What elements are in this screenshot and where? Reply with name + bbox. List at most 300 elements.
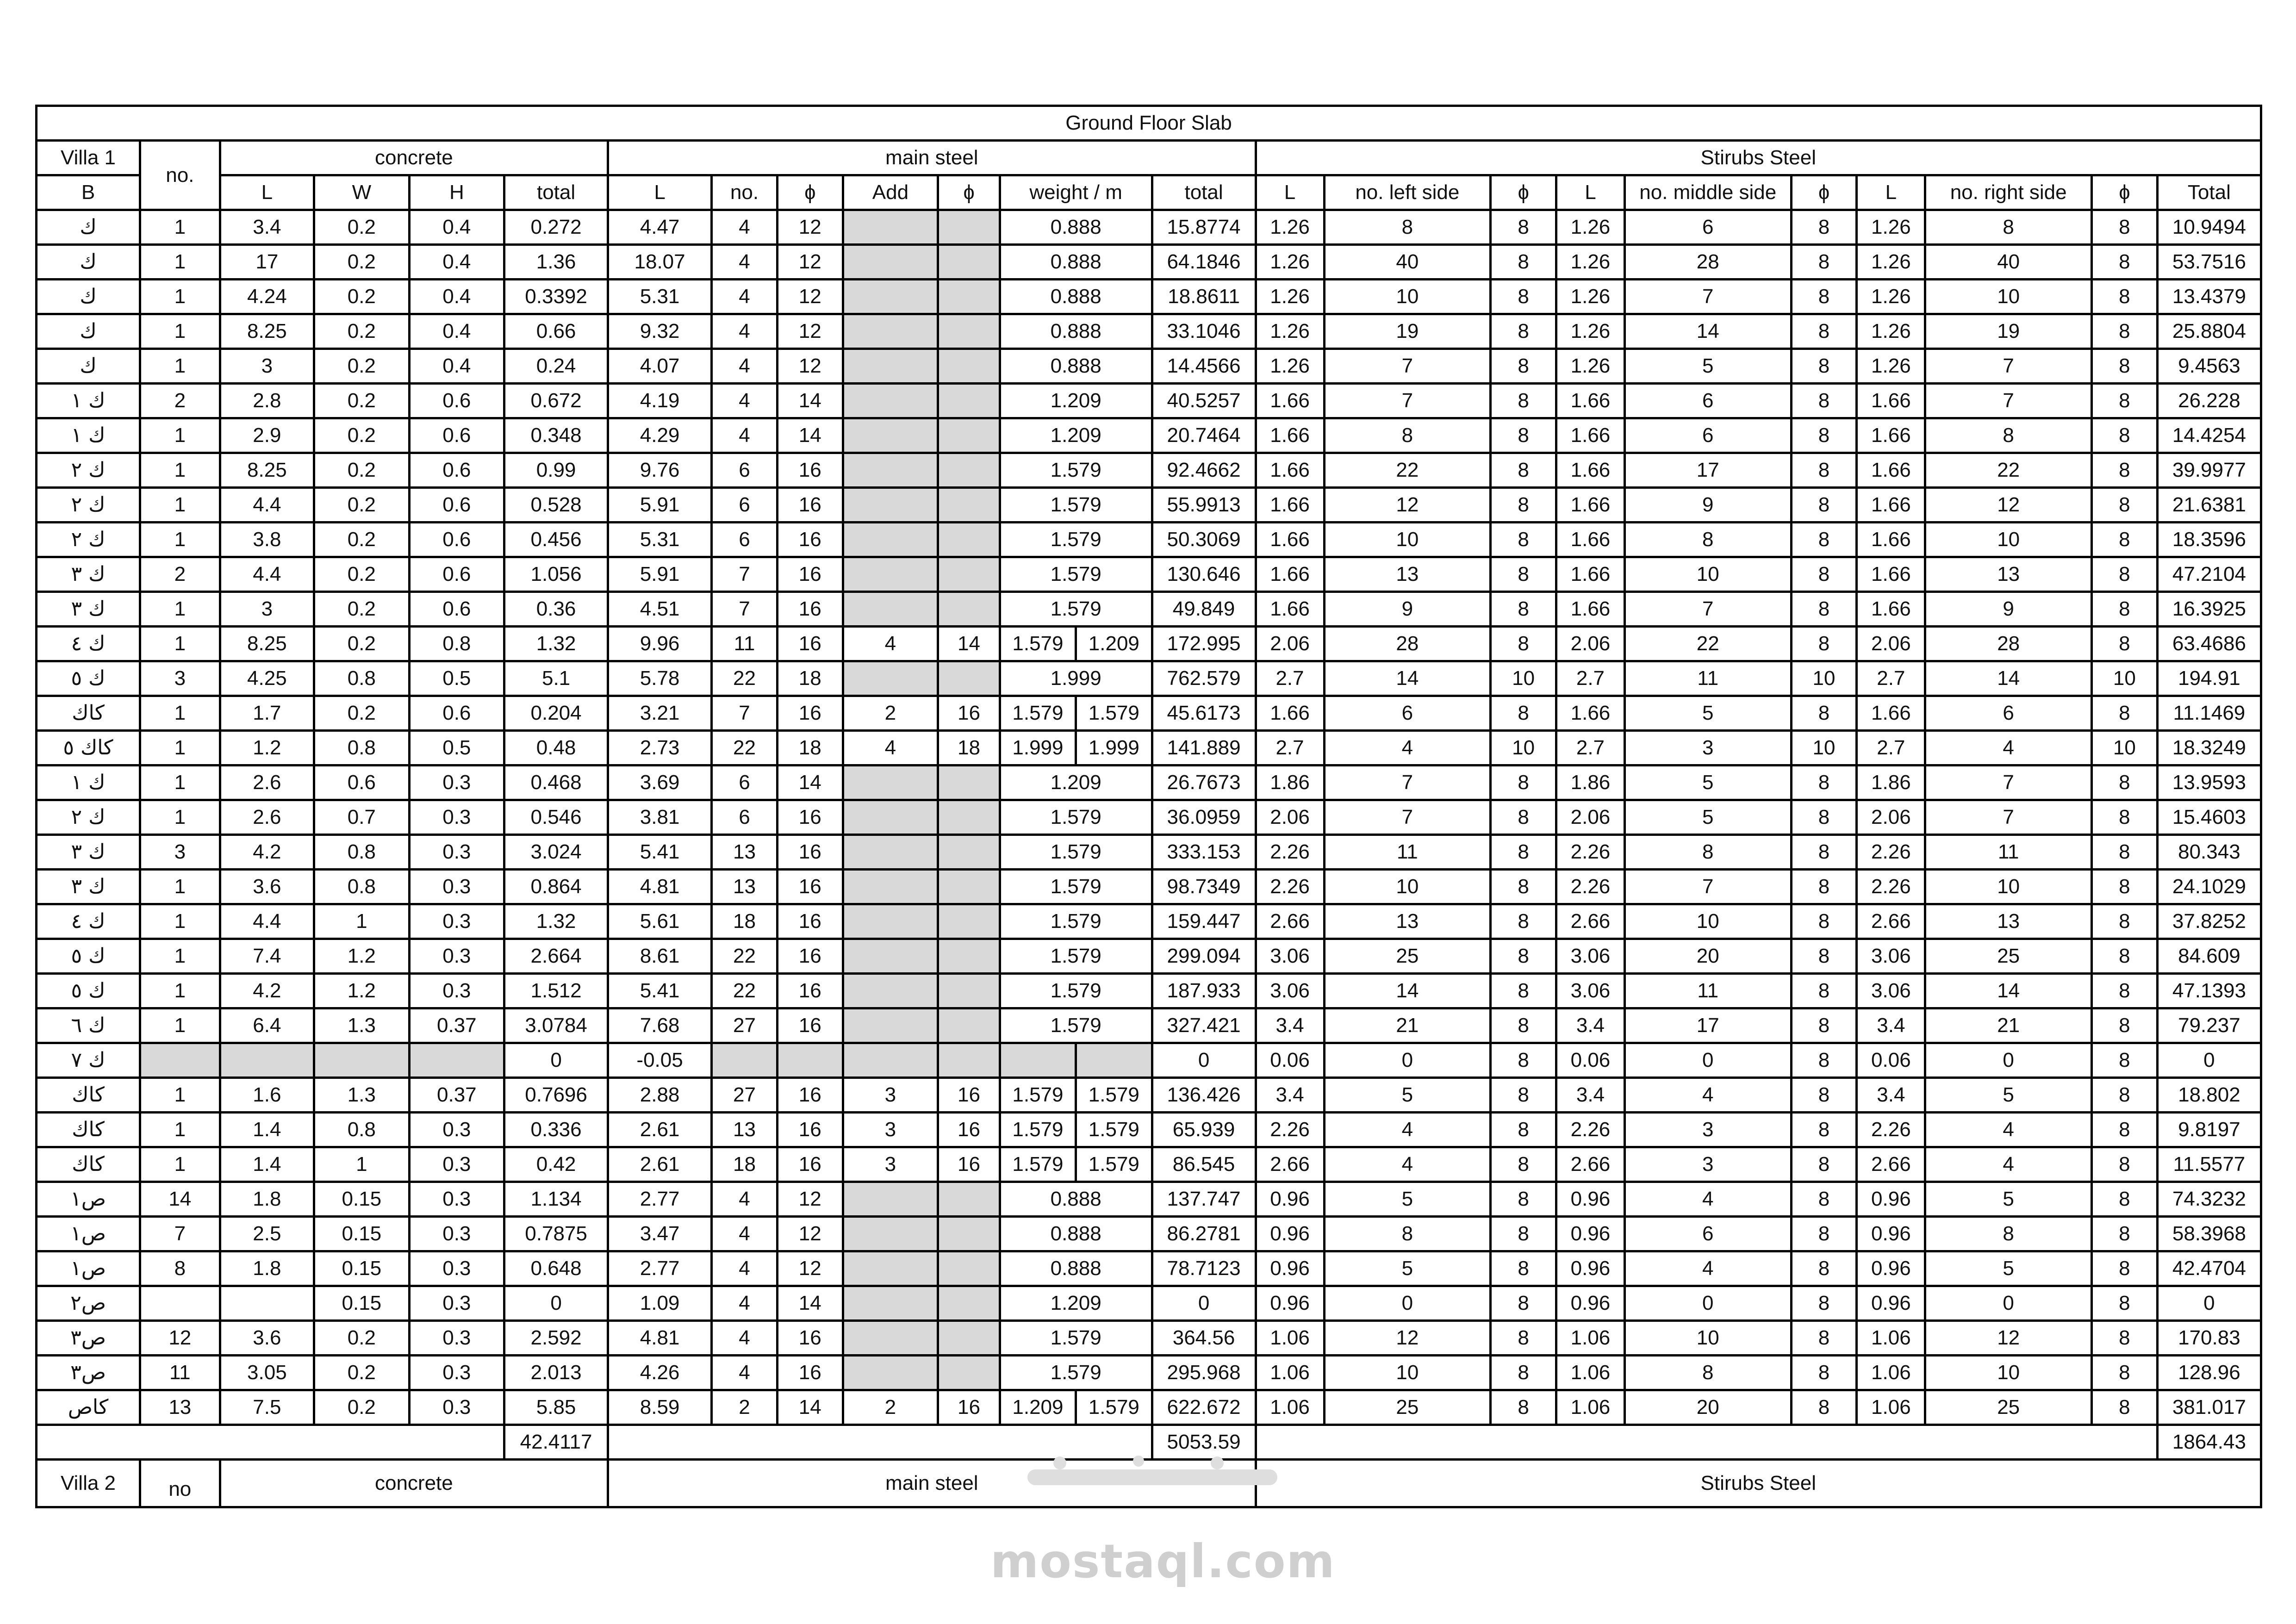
cell-stirrup: 8 — [1791, 245, 1857, 280]
cell-add: 3 — [843, 1113, 938, 1147]
cell-add-dia — [938, 314, 1000, 349]
cell-main-total: 159.447 — [1152, 904, 1256, 939]
cell-add-dia — [938, 1182, 1000, 1217]
cell-no: 1 — [140, 1008, 220, 1043]
cell-stirrup: 8 — [1791, 453, 1857, 488]
cell-main-total: 130.646 — [1152, 557, 1256, 592]
cell-main: 13 — [712, 835, 778, 870]
cell-stirrup: 8 — [2091, 1147, 2157, 1182]
cell-add-dia: 16 — [938, 1113, 1000, 1147]
cell-stirrup: 8 — [1491, 835, 1556, 870]
cell-stirrup: 8 — [1791, 349, 1857, 384]
cell-b: ك ١ — [37, 384, 140, 418]
cell-stirrup: 1.66 — [1857, 696, 1925, 731]
cell-stirrup: 8 — [1791, 870, 1857, 904]
cell-add-dia — [938, 1286, 1000, 1321]
cell-weight-add: 1.999 — [1076, 731, 1152, 765]
cell-b: ك ٥ — [37, 974, 140, 1008]
concrete-grand-total: 42.4117 — [504, 1425, 608, 1460]
cell-stirrup: 8 — [2091, 939, 2157, 974]
cell-stirrup: 25 — [1925, 1390, 2092, 1425]
cell-stirrup: 47.1393 — [2157, 974, 2261, 1008]
cell-stirrup: 8 — [1791, 1321, 1857, 1356]
cell-stirrup: 0 — [1925, 1043, 2092, 1078]
villa2-concrete-header: concrete — [220, 1460, 608, 1507]
cell-stirrup: 10 — [1791, 661, 1857, 696]
cell-main: 5.31 — [608, 523, 712, 557]
cell-stirrup: 8 — [1791, 1078, 1857, 1113]
cell-b: كاك — [37, 1078, 140, 1113]
cell-weight: 0.888 — [1000, 245, 1152, 280]
cell-b: كاك — [37, 1147, 140, 1182]
cell-stirrup: 1.66 — [1857, 523, 1925, 557]
cell-stirrup: 5 — [1624, 349, 1791, 384]
header-m-add-dia: ɸ — [938, 175, 1000, 210]
cell-main: 4.51 — [608, 592, 712, 627]
cell-main-total: 622.672 — [1152, 1390, 1256, 1425]
cell-add-dia — [938, 245, 1000, 280]
cell-concrete: 0.66 — [504, 314, 608, 349]
cell-main: 4 — [712, 1321, 778, 1356]
cell-stirrup: 5 — [1925, 1078, 2092, 1113]
cell-main: 6 — [712, 765, 778, 800]
table-row — [37, 765, 2261, 800]
cell-add-dia — [938, 523, 1000, 557]
cell-stirrup: 10 — [1491, 731, 1556, 765]
cell-stirrup: 3.06 — [1556, 974, 1624, 1008]
cell-concrete: 0.6 — [409, 523, 504, 557]
cell-concrete: 0.15 — [314, 1217, 410, 1251]
cell-concrete: 1.8 — [220, 1251, 314, 1286]
cell-main-total: 40.5257 — [1152, 384, 1256, 418]
cell-concrete: 1.3 — [314, 1078, 410, 1113]
cell-stirrup: 8 — [2091, 1286, 2157, 1321]
cell-stirrup: 8 — [1791, 523, 1857, 557]
cell-stirrup: 0 — [2157, 1286, 2261, 1321]
cell-stirrup: 7 — [1624, 592, 1791, 627]
cell-stirrup: 8 — [2091, 800, 2157, 835]
cell-add — [843, 488, 938, 523]
cell-concrete: 4.2 — [220, 974, 314, 1008]
cell-concrete: 2.6 — [220, 800, 314, 835]
cell-main-total: 86.2781 — [1152, 1217, 1256, 1251]
cell-stirrup: 1.66 — [1857, 453, 1925, 488]
cell-stirrup: 2.66 — [1857, 1147, 1925, 1182]
cell-main: 7 — [712, 696, 778, 731]
cell-no: 1 — [140, 1078, 220, 1113]
cell-stirrup: 3.4 — [1857, 1078, 1925, 1113]
cell-stirrup: 28 — [1624, 245, 1791, 280]
cell-stirrup: 8 — [1491, 245, 1556, 280]
cell-stirrup: 8 — [1491, 592, 1556, 627]
cell-concrete: 1.2 — [314, 974, 410, 1008]
cell-concrete: 0.15 — [314, 1286, 410, 1321]
cell-add — [843, 835, 938, 870]
header-s-l3: L — [1857, 175, 1925, 210]
cell-main-total: 14.4566 — [1152, 349, 1256, 384]
cell-no — [140, 1286, 220, 1321]
cell-b: ك ٦ — [37, 1008, 140, 1043]
cell-b: ك — [37, 210, 140, 245]
cell-stirrup: 8 — [1791, 800, 1857, 835]
cell-concrete: 0.2 — [314, 384, 410, 418]
cell-stirrup: 84.609 — [2157, 939, 2261, 974]
cell-concrete: 5.85 — [504, 1390, 608, 1425]
cell-main-l: -0.05 — [608, 1043, 712, 1078]
cell-weight: 0.888 — [1000, 1251, 1152, 1286]
cell-no: 1 — [140, 418, 220, 453]
cell-concrete: 4.4 — [220, 904, 314, 939]
cell-concrete: 3 — [220, 592, 314, 627]
cell-stirrup: 1.26 — [1256, 349, 1324, 384]
cell-add — [843, 1286, 938, 1321]
cell-stirrup: 3.06 — [1857, 939, 1925, 974]
cell-no: 2 — [140, 557, 220, 592]
cell-stirrup: 0.96 — [1256, 1217, 1324, 1251]
cell-concrete: 0.8 — [409, 627, 504, 661]
cell-main-blank — [777, 1043, 843, 1078]
cell-main: 6 — [712, 800, 778, 835]
cell-stirrup: 1.66 — [1256, 557, 1324, 592]
cell-main: 3.47 — [608, 1217, 712, 1251]
cell-no: 2 — [140, 384, 220, 418]
cell-add — [843, 349, 938, 384]
cell-stirrup: 2.26 — [1556, 870, 1624, 904]
cell-main: 4 — [712, 418, 778, 453]
cell-main: 2 — [712, 1390, 778, 1425]
cell-b: ك ٥ — [37, 661, 140, 696]
cell-stirrup: 8 — [1491, 210, 1556, 245]
table-row — [37, 384, 2261, 418]
cell-add — [843, 592, 938, 627]
cell-stirrup: 8 — [2091, 488, 2157, 523]
cell-concrete: 0.2 — [314, 696, 410, 731]
cell-main: 9.96 — [608, 627, 712, 661]
cell-main-total: 49.849 — [1152, 592, 1256, 627]
cell-stirrup: 4 — [1324, 1147, 1491, 1182]
cell-weight: 1.999 — [1000, 731, 1076, 765]
cell-stirrup: 8 — [1791, 210, 1857, 245]
main-steel-grand-total: 5053.59 — [1152, 1425, 1256, 1460]
cell-stirrup: 2.66 — [1256, 904, 1324, 939]
cell-stirrup: 21 — [1925, 1008, 2092, 1043]
cell-main-total: 98.7349 — [1152, 870, 1256, 904]
cell-main: 1.09 — [608, 1286, 712, 1321]
cell-stirrup: 1.06 — [1857, 1321, 1925, 1356]
cell-add — [843, 1182, 938, 1217]
cell-stirrup: 37.8252 — [2157, 904, 2261, 939]
cell-concrete: 0.546 — [504, 800, 608, 835]
cell-concrete: 0.3 — [409, 1217, 504, 1251]
cell-stirrup: 25 — [1324, 939, 1491, 974]
header-s-l2: L — [1556, 175, 1624, 210]
cell-add-dia — [938, 210, 1000, 245]
cell-stirrup: 3 — [1624, 1113, 1791, 1147]
cell-stirrup: 26.228 — [2157, 384, 2261, 418]
cell-stirrup: 381.017 — [2157, 1390, 2261, 1425]
totals-spacer — [37, 1425, 504, 1460]
cell-stirrup: 1.66 — [1556, 696, 1624, 731]
cell-concrete — [220, 1043, 314, 1078]
cell-weight: 1.209 — [1000, 384, 1152, 418]
cell-weight-add: 1.579 — [1076, 1390, 1152, 1425]
cell-concrete: 0.3 — [409, 870, 504, 904]
cell-concrete: 0.2 — [314, 210, 410, 245]
cell-concrete: 0.204 — [504, 696, 608, 731]
villa2-col-no: no — [140, 1460, 220, 1507]
cell-stirrup: 2.26 — [1256, 870, 1324, 904]
cell-concrete: 2.592 — [504, 1321, 608, 1356]
cell-main: 4 — [712, 1182, 778, 1217]
cell-main: 3.81 — [608, 800, 712, 835]
cell-stirrup: 1.66 — [1256, 696, 1324, 731]
cell-stirrup: 10 — [1491, 661, 1556, 696]
cell-stirrup: 8 — [1791, 1182, 1857, 1217]
cell-main: 4 — [712, 1217, 778, 1251]
cell-stirrup: 7 — [1925, 765, 2092, 800]
cell-stirrup: 9 — [1624, 488, 1791, 523]
cell-main-total: 92.4662 — [1152, 453, 1256, 488]
cell-main: 4 — [712, 1251, 778, 1286]
cell-main: 22 — [712, 974, 778, 1008]
cell-concrete: 0.2 — [314, 349, 410, 384]
cell-add-dia: 16 — [938, 1147, 1000, 1182]
cell-stirrup: 17 — [1624, 1008, 1791, 1043]
cell-stirrup: 1.26 — [1256, 280, 1324, 314]
cell-stirrup: 0.06 — [1857, 1043, 1925, 1078]
cell-concrete: 2.8 — [220, 384, 314, 418]
cell-concrete: 1 — [314, 904, 410, 939]
table-row — [37, 245, 2261, 280]
cell-stirrup: 6 — [1624, 1217, 1791, 1251]
cell-main-total: 64.1846 — [1152, 245, 1256, 280]
table-row — [37, 1286, 2261, 1321]
cell-weight: 1.209 — [1000, 1286, 1152, 1321]
table-row — [37, 1078, 2261, 1113]
cell-stirrup: 28 — [1324, 627, 1491, 661]
cell-no: 7 — [140, 1217, 220, 1251]
cell-stirrup: 5 — [1324, 1078, 1491, 1113]
cell-concrete: 0.3 — [409, 1321, 504, 1356]
header-c-total: total — [504, 175, 608, 210]
cell-stirrup: 5 — [1324, 1251, 1491, 1286]
cell-stirrup: 20 — [1624, 1390, 1791, 1425]
table-row — [37, 661, 2261, 696]
cell-concrete: 0.528 — [504, 488, 608, 523]
cell-stirrup: 25.8804 — [2157, 314, 2261, 349]
cell-stirrup: 22 — [1324, 453, 1491, 488]
cell-b: ص٢ — [37, 1286, 140, 1321]
cell-weight: 0.888 — [1000, 314, 1152, 349]
cell-main: 5.91 — [608, 488, 712, 523]
cell-weight: 1.209 — [1000, 418, 1152, 453]
cell-stirrup: 8 — [2091, 1356, 2157, 1390]
cell-concrete: 4.2 — [220, 835, 314, 870]
cell-add — [843, 280, 938, 314]
cell-stirrup: 8 — [1491, 939, 1556, 974]
cell-concrete: 0.5 — [409, 731, 504, 765]
cell-main: 7 — [712, 592, 778, 627]
cell-add: 3 — [843, 1078, 938, 1113]
cell-no: 1 — [140, 800, 220, 835]
cell-stirrup: 8 — [1491, 523, 1556, 557]
cell-main: 16 — [777, 523, 843, 557]
cell-stirrup: 1.26 — [1556, 349, 1624, 384]
cell-main: 16 — [777, 557, 843, 592]
cell-stirrup: 10 — [1925, 870, 2092, 904]
cell-stirrup: 7 — [1624, 870, 1791, 904]
cell-stirrup: 8 — [2091, 904, 2157, 939]
cell-main: 6 — [712, 453, 778, 488]
cell-main-total: 136.426 — [1152, 1078, 1256, 1113]
cell-add: 3 — [843, 1147, 938, 1182]
cell-concrete: 0.3 — [409, 800, 504, 835]
cell-stirrup: 8 — [1491, 280, 1556, 314]
cell-stirrup: 8 — [1791, 765, 1857, 800]
cell-main: 7.68 — [608, 1008, 712, 1043]
cell-main: 22 — [712, 661, 778, 696]
header-s-no-middle: no. middle side — [1624, 175, 1791, 210]
cell-main-total: 762.579 — [1152, 661, 1256, 696]
cell-stirrup: 2.06 — [1857, 800, 1925, 835]
cell-add — [843, 1321, 938, 1356]
cell-concrete: 0.6 — [409, 557, 504, 592]
cell-stirrup: 16.3925 — [2157, 592, 2261, 627]
cell-main-total: 0 — [1152, 1286, 1256, 1321]
cell-concrete: 1.36 — [504, 245, 608, 280]
table-row — [37, 1356, 2261, 1390]
cell-concrete — [220, 1286, 314, 1321]
cell-stirrup: 1.26 — [1556, 280, 1624, 314]
cell-stirrup: 0 — [1324, 1286, 1491, 1321]
cell-b: ك ٥ — [37, 939, 140, 974]
cell-main-total: 187.933 — [1152, 974, 1256, 1008]
cell-stirrup: 8 — [1791, 974, 1857, 1008]
cell-b: كاك — [37, 696, 140, 731]
cell-concrete: 6.4 — [220, 1008, 314, 1043]
cell-concrete — [409, 1043, 504, 1078]
cell-concrete: 0.3 — [409, 939, 504, 974]
cell-stirrup: 1.66 — [1556, 488, 1624, 523]
cell-main: 8.59 — [608, 1390, 712, 1425]
cell-stirrup: 6 — [1624, 418, 1791, 453]
cell-main: 4 — [712, 349, 778, 384]
cell-stirrup: 9.8197 — [2157, 1113, 2261, 1147]
cell-stirrup: 15.4603 — [2157, 800, 2261, 835]
header-s-l1: L — [1256, 175, 1324, 210]
cell-stirrup: 8 — [1791, 627, 1857, 661]
cell-stirrup: 1.06 — [1256, 1321, 1324, 1356]
cell-concrete: 0.3 — [409, 1182, 504, 1217]
cell-weight: 1.579 — [1000, 800, 1152, 835]
cell-stirrup: 0.06 — [1256, 1043, 1324, 1078]
cell-add-dia — [938, 904, 1000, 939]
cell-no: 1 — [140, 974, 220, 1008]
cell-stirrup: 10 — [2091, 731, 2157, 765]
cell-weight: 1.579 — [1000, 592, 1152, 627]
cell-stirrup: 1.66 — [1256, 418, 1324, 453]
cell-main-total: 137.747 — [1152, 1182, 1256, 1217]
table-row — [37, 349, 2261, 384]
cell-main-total: 327.421 — [1152, 1008, 1256, 1043]
cell-main: 2.61 — [608, 1147, 712, 1182]
table-row — [37, 557, 2261, 592]
cell-stirrup: 2.06 — [1857, 627, 1925, 661]
cell-stirrup: 8 — [2091, 1008, 2157, 1043]
cell-concrete: 4.4 — [220, 488, 314, 523]
cell-add — [843, 557, 938, 592]
cell-stirrup: 0.96 — [1556, 1251, 1624, 1286]
cell-b: ك ٢ — [37, 453, 140, 488]
cell-main: 16 — [777, 1147, 843, 1182]
cell-no: 1 — [140, 765, 220, 800]
cell-main: 4 — [712, 210, 778, 245]
cell-stirrup: 14 — [1324, 661, 1491, 696]
cell-add — [843, 384, 938, 418]
cell-stirrup: 8 — [1791, 1286, 1857, 1321]
cell-concrete: 3 — [220, 349, 314, 384]
table-row — [37, 314, 2261, 349]
cell-b: ك ١ — [37, 418, 140, 453]
cell-concrete: 0.24 — [504, 349, 608, 384]
cell-main: 11 — [712, 627, 778, 661]
cell-stirrup: 1.66 — [1857, 488, 1925, 523]
cell-concrete: 0.2 — [314, 627, 410, 661]
cell-concrete: 4.25 — [220, 661, 314, 696]
cell-main: 3.21 — [608, 696, 712, 731]
cell-main-total: 0 — [1152, 1043, 1256, 1078]
cell-stirrup: 8 — [1624, 523, 1791, 557]
cell-stirrup: 13.9593 — [2157, 765, 2261, 800]
cell-concrete: 5.1 — [504, 661, 608, 696]
cell-stirrup: 4 — [1324, 1113, 1491, 1147]
cell-concrete: 0.3 — [409, 1286, 504, 1321]
cell-stirrup: 1.66 — [1256, 384, 1324, 418]
cell-weight: 1.579 — [1000, 1147, 1076, 1182]
cell-stirrup: 8 — [2091, 1182, 2157, 1217]
cell-stirrup: 12 — [1925, 1321, 2092, 1356]
cell-stirrup: 20 — [1624, 939, 1791, 974]
cell-main: 14 — [777, 765, 843, 800]
cell-stirrup: 8 — [1491, 384, 1556, 418]
cell-stirrup: 3.06 — [1556, 939, 1624, 974]
cell-stirrup: 2.7 — [1556, 661, 1624, 696]
cell-main: 9.32 — [608, 314, 712, 349]
cell-main: 12 — [777, 1251, 843, 1286]
cell-main-total: 86.545 — [1152, 1147, 1256, 1182]
cell-main-blank — [938, 1043, 1000, 1078]
cell-stirrup: 8 — [2091, 523, 2157, 557]
cell-concrete: 8.25 — [220, 627, 314, 661]
cell-stirrup: 2.66 — [1857, 904, 1925, 939]
cell-concrete: 1.4 — [220, 1113, 314, 1147]
cell-stirrup: 3.4 — [1256, 1078, 1324, 1113]
cell-weight: 1.579 — [1000, 488, 1152, 523]
cell-stirrup: 1.66 — [1857, 418, 1925, 453]
table-row — [37, 939, 2261, 974]
cell-stirrup: 1.26 — [1857, 210, 1925, 245]
cell-weight: 1.209 — [1000, 1390, 1076, 1425]
cell-concrete: 0.99 — [504, 453, 608, 488]
cell-main-total: 15.8774 — [1152, 210, 1256, 245]
cell-add-dia — [938, 453, 1000, 488]
cell-no: 1 — [140, 627, 220, 661]
cell-concrete: 0 — [504, 1286, 608, 1321]
villa2-label: Villa 2 — [37, 1460, 140, 1507]
cell-add-dia — [938, 765, 1000, 800]
cell-stirrup: 7 — [1324, 765, 1491, 800]
header-m-l: L — [608, 175, 712, 210]
